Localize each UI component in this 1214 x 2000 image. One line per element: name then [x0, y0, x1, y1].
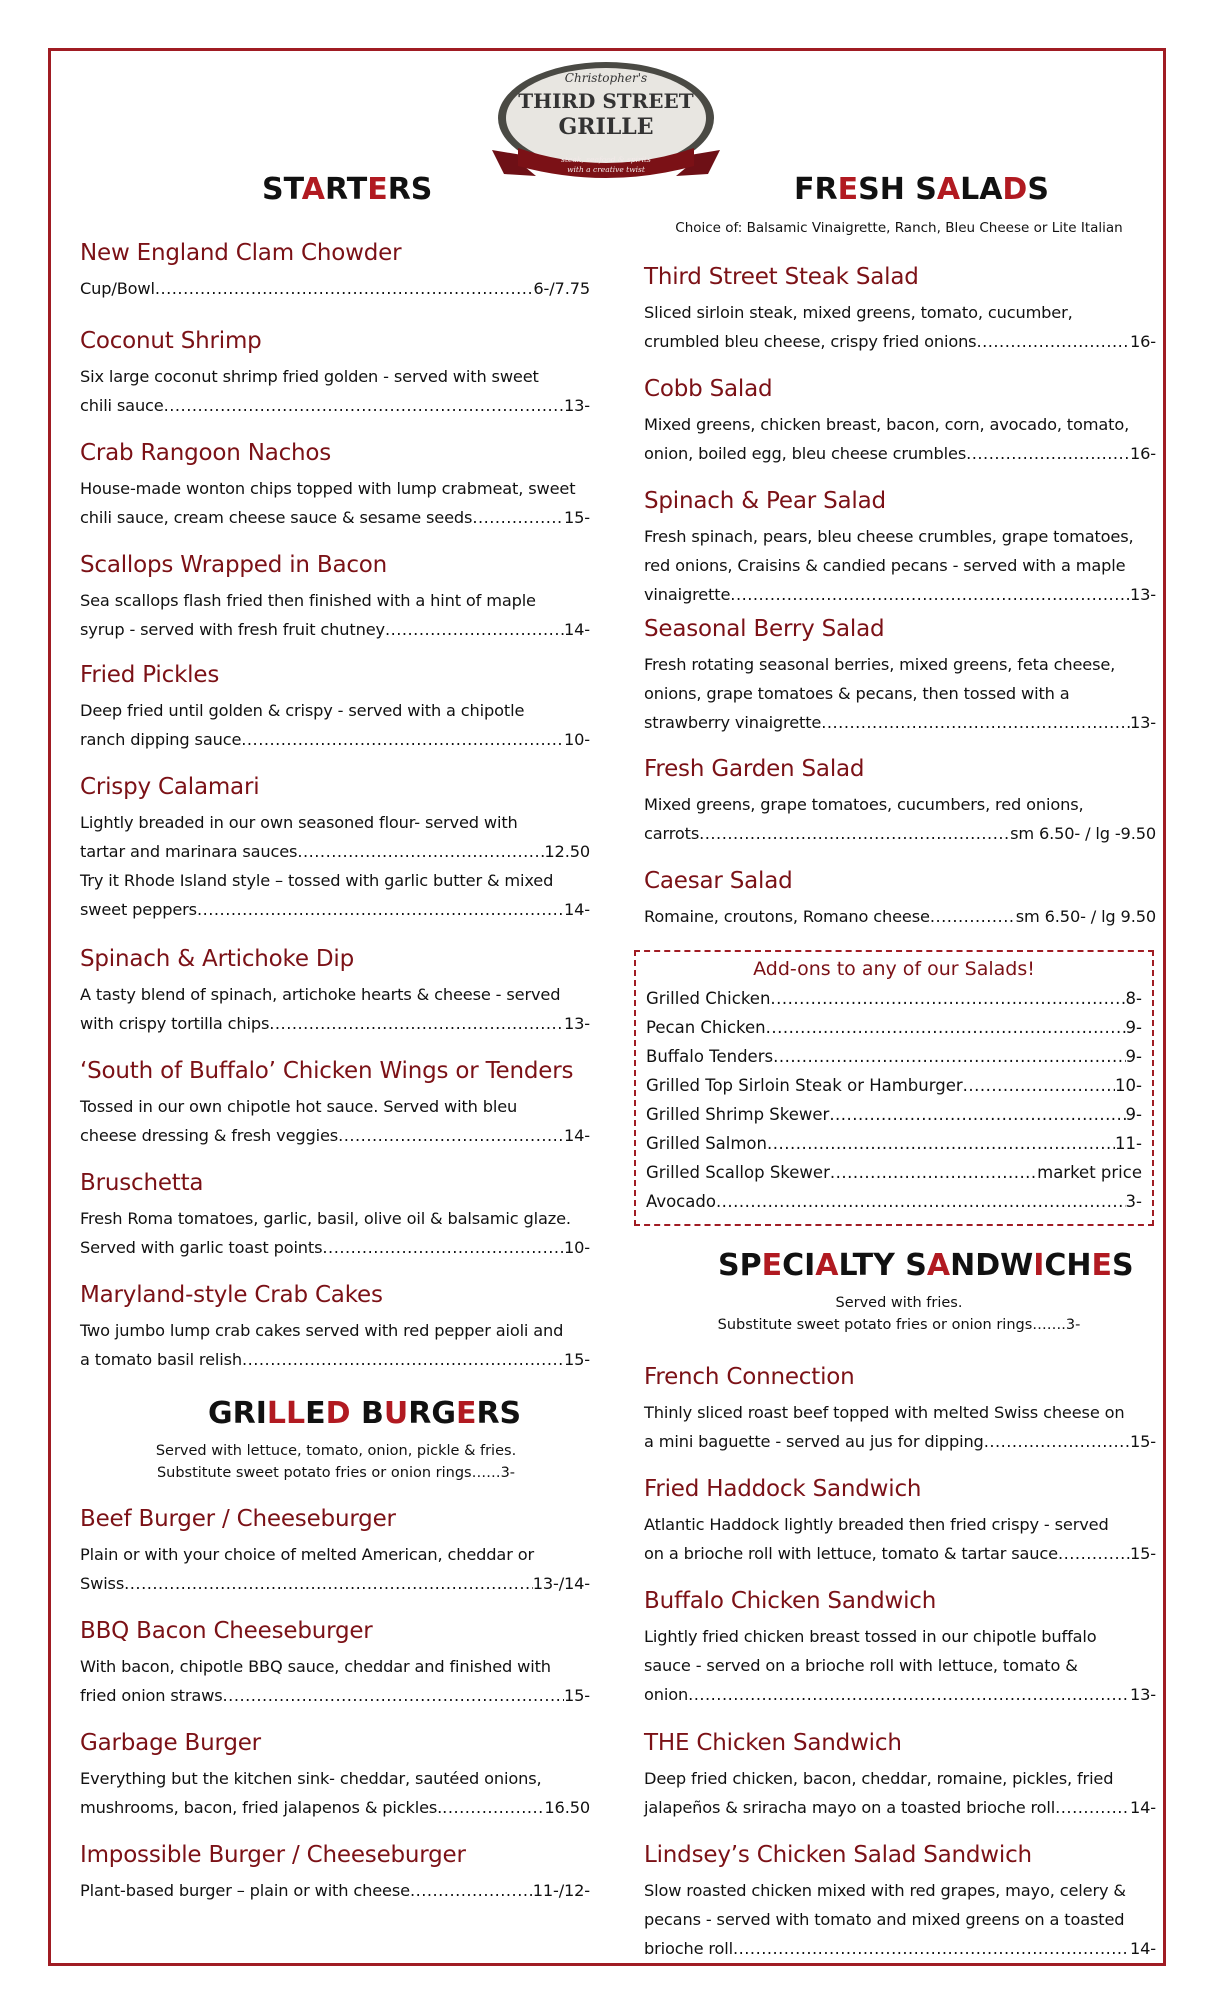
description-line — [80, 1569, 590, 1598]
description-line — [80, 837, 590, 866]
description-line — [644, 298, 1156, 327]
description-line — [644, 1680, 1156, 1709]
description-line — [644, 439, 1156, 468]
price: 14- — [564, 1126, 590, 1145]
dot-leader — [963, 1071, 1115, 1100]
price: 13-/14- — [532, 1574, 590, 1593]
description-line — [80, 808, 590, 837]
dot-leader — [124, 1569, 533, 1598]
line-text: Slow roasted chicken mixed with red grapes, mayo, celery & — [644, 1881, 1126, 1900]
line-text: a mini baguette - served au jus for dipping — [644, 1432, 984, 1451]
description-line — [80, 1540, 590, 1569]
description-line — [644, 708, 1156, 737]
description-line — [80, 274, 590, 303]
line-text: strawberry vinaigrette — [644, 713, 822, 732]
addon-price: 9- — [1125, 1047, 1142, 1066]
sandwiches-item-description — [644, 1876, 1156, 1963]
salads-item-description — [644, 410, 1156, 468]
price: 14- — [1130, 1939, 1156, 1958]
description-line — [80, 391, 590, 420]
price: 16- — [1130, 332, 1156, 351]
dot-leader — [773, 1042, 1125, 1071]
description-line — [80, 866, 590, 895]
starters-item-name: Maryland-style Crab Cakes — [80, 1282, 383, 1308]
line-text: jalapeños & sriracha mayo on a toasted brioche roll — [644, 1798, 1056, 1817]
description-line — [644, 1539, 1156, 1568]
description-line — [644, 1764, 1156, 1793]
starters-item-name: Fried Pickles — [80, 662, 220, 688]
description-line — [644, 1793, 1156, 1822]
dot-leader — [164, 391, 564, 420]
sandwiches-item-description — [644, 1622, 1156, 1709]
line-text: Swiss — [80, 1574, 125, 1593]
dot-leader — [829, 1100, 1125, 1129]
description-line — [80, 362, 590, 391]
description-line — [644, 410, 1156, 439]
addon-name: Grilled Top Sirloin Steak or Hamburger — [646, 1076, 963, 1095]
dot-leader — [730, 580, 1130, 609]
description-line — [644, 679, 1156, 708]
price: sm 6.50- / lg 9.50 — [1015, 907, 1156, 926]
addon-item — [646, 984, 1142, 1013]
price: 14- — [564, 620, 590, 639]
addon-item — [646, 1100, 1142, 1129]
salads-item-name: Seasonal Berry Salad — [644, 616, 885, 642]
salads-item-name: Third Street Steak Salad — [644, 264, 919, 290]
logo-line2: GRILLE — [558, 114, 654, 140]
description-line — [80, 980, 590, 1009]
starters-item-description — [80, 1092, 590, 1150]
line-text: onion — [644, 1685, 689, 1704]
line-text: a tomato basil relish — [80, 1350, 242, 1369]
price: 6-/7.75 — [533, 279, 590, 298]
line-text: fried onion straws — [80, 1686, 223, 1705]
logo-tagline2: with a creative twist — [567, 165, 645, 174]
sandwiches-subtitle — [644, 1292, 1154, 1337]
dot-leader — [966, 439, 1130, 468]
line-text: Deep fried chicken, bacon, cheddar, romaine, pickles, fried — [644, 1769, 1114, 1788]
description-line — [644, 1510, 1156, 1539]
price: 12.50 — [544, 842, 590, 861]
dot-leader — [976, 327, 1130, 356]
description-line — [644, 1651, 1156, 1680]
sandwiches-item-name: French Connection — [644, 1364, 855, 1390]
burgers-title: GRILLED BURGERS — [208, 1396, 522, 1431]
logo-line1: THIRD STREET — [518, 89, 694, 113]
addon-price: 9- — [1125, 1018, 1142, 1037]
description-line — [80, 586, 590, 615]
logo-tagline1: steak, seafood & spirits — [561, 155, 651, 164]
line-text: chili sauce — [80, 396, 164, 415]
line-text: Everything but the kitchen sink- cheddar, sautéed onions, — [80, 1769, 542, 1788]
price: 15- — [1130, 1544, 1156, 1563]
sandwiches-item-name: Lindsey’s Chicken Salad Sandwich — [644, 1842, 1032, 1868]
line-text: Fresh Roma tomatoes, garlic, basil, olive oil & balsamic glaze. — [80, 1209, 571, 1228]
starters-title: STARTERS — [262, 172, 433, 207]
description-line — [80, 1121, 590, 1150]
line-text: brioche roll — [644, 1939, 733, 1958]
salads-item-description — [644, 790, 1156, 848]
description-line — [644, 1398, 1156, 1427]
dot-leader — [770, 984, 1125, 1013]
description-line — [644, 902, 1156, 931]
description-line — [644, 650, 1156, 679]
addon-name: Pecan Chicken — [646, 1018, 766, 1037]
addon-price: 3- — [1125, 1192, 1142, 1211]
dot-leader — [322, 1233, 564, 1262]
starters-item-description — [80, 980, 590, 1038]
price: 10- — [564, 730, 590, 749]
line-text: Sliced sirloin steak, mixed greens, tomato, cucumber, — [644, 303, 1073, 322]
price: 14- — [564, 900, 590, 919]
description-line — [80, 1652, 590, 1681]
line-text: syrup - served with fresh fruit chutney — [80, 620, 385, 639]
addon-name: Grilled Scallop Skewer — [646, 1163, 830, 1182]
burgers-item-name: Beef Burger / Cheeseburger — [80, 1506, 396, 1532]
dot-leader — [197, 895, 564, 924]
price: 13- — [1130, 1685, 1156, 1704]
description-line — [80, 1345, 590, 1374]
line-text: House-made wonton chips topped with lump crabmeat, sweet — [80, 479, 576, 498]
addons-box — [634, 950, 1154, 1226]
logo-small-text: Christopher's — [564, 71, 648, 85]
dot-leader — [699, 819, 1010, 848]
dot-leader — [155, 274, 534, 303]
line-text: onions, grape tomatoes & pecans, then tossed with a — [644, 684, 1070, 703]
dot-leader — [830, 1158, 1037, 1187]
dot-leader — [733, 1934, 1130, 1963]
line-text: Plain or with your choice of melted American, cheddar or — [80, 1545, 534, 1564]
line-text: vinaigrette — [644, 585, 731, 604]
dot-leader — [242, 1345, 564, 1374]
salads-item-description — [644, 902, 1156, 931]
burgers-item-name: Impossible Burger / Cheeseburger — [80, 1842, 466, 1868]
sandwiches-item-description — [644, 1764, 1156, 1822]
starters-item-description — [80, 808, 590, 924]
dot-leader — [767, 1129, 1115, 1158]
dot-leader — [1055, 1793, 1130, 1822]
line-text: with crispy tortilla chips — [80, 1014, 270, 1033]
salads-item-name: Fresh Garden Salad — [644, 756, 865, 782]
description-line — [80, 474, 590, 503]
description-line — [644, 551, 1156, 580]
dot-leader — [716, 1187, 1126, 1216]
line-text: Romaine, croutons, Romano cheese — [644, 907, 930, 926]
dot-leader — [385, 615, 564, 644]
line-text: Tossed in our own chipotle hot sauce. Served with bleu — [80, 1097, 518, 1116]
description-line — [80, 696, 590, 725]
price: 15- — [564, 508, 590, 527]
line-text: Thinly sliced roast beef topped with melted Swiss cheese on — [644, 1403, 1125, 1422]
line-text: pecans - served with tomato and mixed greens on a toasted — [644, 1910, 1125, 1929]
price: 16- — [1130, 444, 1156, 463]
price: 13- — [564, 1014, 590, 1033]
price: 13- — [1130, 713, 1156, 732]
line-text: With bacon, chipotle BBQ sauce, cheddar and finished with — [80, 1657, 551, 1676]
description-line — [80, 725, 590, 754]
addon-name: Buffalo Tenders — [646, 1047, 774, 1066]
burgers-item-description — [80, 1652, 590, 1710]
addon-price: 8- — [1125, 989, 1142, 1008]
price: 11-/12- — [532, 1881, 590, 1900]
burgers-subtitle — [80, 1440, 592, 1485]
line-text: Sea scallops flash fried then finished with a hint of maple — [80, 591, 536, 610]
description-line — [80, 503, 590, 532]
line-text: Lightly breaded in our own seasoned flour- served with — [80, 813, 518, 832]
line-text: Try it Rhode Island style – tossed with garlic butter & mixed — [80, 871, 554, 890]
sandwiches-item-description — [644, 1510, 1156, 1568]
description-line — [644, 1934, 1156, 1963]
description-line — [80, 1764, 590, 1793]
addon-price: market price — [1037, 1163, 1142, 1182]
sandwiches-item-description — [644, 1398, 1156, 1456]
description-line — [80, 1793, 590, 1822]
line-text: Mixed greens, grape tomatoes, cucumbers, red onions, — [644, 795, 1084, 814]
addon-item — [646, 1013, 1142, 1042]
description-line — [80, 615, 590, 644]
line-text: sauce - served on a brioche roll with lettuce, tomato & — [644, 1656, 1078, 1675]
description-line — [644, 522, 1156, 551]
salads-title: FRESH SALADS — [794, 172, 1049, 207]
description-line — [644, 819, 1156, 848]
addon-name: Grilled Shrimp Skewer — [646, 1105, 830, 1124]
starters-item-name: Spinach & Artichoke Dip — [80, 946, 354, 972]
description-line — [80, 1233, 590, 1262]
line-text: sweet peppers — [80, 900, 197, 919]
starters-item-name: ‘South of Buffalo’ Chicken Wings or Tenders — [80, 1058, 574, 1084]
line-text: Cup/Bowl — [80, 279, 155, 298]
starters-item-name: Crab Rangoon Nachos — [80, 440, 332, 466]
description-line — [644, 1876, 1156, 1905]
dot-leader — [1058, 1539, 1130, 1568]
description-line — [644, 790, 1156, 819]
addons-title: Add-ons to any of our Salads! — [753, 958, 1035, 980]
burgers-item-name: Garbage Burger — [80, 1730, 261, 1756]
line-text: Deep fried until golden & crispy - served with a chipotle — [80, 701, 525, 720]
description-line — [644, 1427, 1156, 1456]
dot-leader — [766, 1013, 1126, 1042]
burgers-sub1: Served with lettuce, tomato, onion, pickle & fries. — [155, 1443, 517, 1459]
addon-item — [646, 1129, 1142, 1158]
addon-price: 10- — [1115, 1076, 1142, 1095]
burgers-item-description — [80, 1876, 590, 1905]
starters-item-description — [80, 1204, 590, 1262]
sandwiches-item-name: THE Chicken Sandwich — [644, 1730, 902, 1756]
addon-name: Avocado — [646, 1192, 716, 1211]
line-text: carrots — [644, 824, 700, 843]
price: 13- — [564, 396, 590, 415]
starters-item-description — [80, 474, 590, 532]
description-line — [80, 1681, 590, 1710]
addon-item — [646, 1071, 1142, 1100]
price: 15- — [564, 1350, 590, 1369]
description-line — [644, 1905, 1156, 1934]
price: 10- — [564, 1238, 590, 1257]
line-text: tartar and marinara sauces — [80, 842, 298, 861]
price: 14- — [1130, 1798, 1156, 1817]
addon-name: Grilled Salmon — [646, 1134, 767, 1153]
salads-item-name: Spinach & Pear Salad — [644, 488, 886, 514]
line-text: Mixed greens, chicken breast, bacon, corn, avocado, tomato, — [644, 415, 1130, 434]
description-line — [80, 1876, 590, 1905]
line-text: cheese dressing & fresh veggies — [80, 1126, 339, 1145]
dot-leader — [223, 1681, 564, 1710]
addon-item — [646, 1042, 1142, 1071]
sandwiches-item-name: Fried Haddock Sandwich — [644, 1476, 922, 1502]
starters-item-description — [80, 1316, 590, 1374]
dot-leader — [338, 1121, 564, 1150]
line-text: onion, boiled egg, bleu cheese crumbles — [644, 444, 967, 463]
sandwiches-sub2: Substitute sweet potato fries or onion rings…….3- — [717, 1317, 1081, 1334]
starters-item-description — [80, 362, 590, 420]
dot-leader — [821, 708, 1130, 737]
starters-item-description — [80, 696, 590, 754]
salads-item-description — [644, 650, 1156, 737]
addon-item — [646, 1158, 1142, 1187]
sandwiches-sub1: Served with fries. — [835, 1295, 963, 1311]
dot-leader — [297, 837, 544, 866]
restaurant-logo — [488, 58, 724, 188]
starters-item-name: Crispy Calamari — [80, 774, 260, 800]
salads-item-name: Cobb Salad — [644, 376, 773, 402]
dot-leader — [442, 1793, 544, 1822]
line-text: mushrooms, bacon, fried jalapenos & pickles. — [80, 1798, 443, 1817]
line-text: Six large coconut shrimp fried golden - served with sweet — [80, 367, 539, 386]
addon-price: 11- — [1115, 1134, 1142, 1153]
line-text: Two jumbo lump crab cakes served with red pepper aioli and — [80, 1321, 564, 1340]
line-text: Fresh rotating seasonal berries, mixed greens, feta cheese, — [644, 655, 1116, 674]
burgers-item-description — [80, 1540, 590, 1598]
dot-leader — [241, 725, 564, 754]
burgers-item-name: BBQ Bacon Cheeseburger — [80, 1618, 373, 1644]
line-text: Lightly fried chicken breast tossed in our chipotle buffalo — [644, 1627, 1097, 1646]
line-text: chili sauce, cream cheese sauce & sesame seeds — [80, 508, 473, 527]
dot-leader — [410, 1876, 533, 1905]
price: 16.50 — [544, 1798, 590, 1817]
description-line — [644, 327, 1156, 356]
sandwiches-item-name: Buffalo Chicken Sandwich — [644, 1588, 937, 1614]
description-line — [80, 1092, 590, 1121]
line-text: Fresh spinach, pears, bleu cheese crumbles, grape tomatoes, — [644, 527, 1134, 546]
addon-name: Grilled Chicken — [646, 989, 771, 1008]
salads-item-description — [644, 522, 1156, 609]
line-text: crumbled bleu cheese, crispy fried onions — [644, 332, 977, 351]
salads-item-description — [644, 298, 1156, 356]
line-text: A tasty blend of spinach, artichoke hearts & cheese - served — [80, 985, 561, 1004]
burgers-sub2: Substitute sweet potato fries or onion rings……3- — [156, 1465, 516, 1482]
sandwiches-title: SPECIALTY SANDWICHES — [718, 1248, 1134, 1283]
description-line — [80, 895, 590, 924]
addon-item — [646, 1187, 1142, 1216]
dot-leader — [984, 1427, 1130, 1456]
price: 15- — [1130, 1432, 1156, 1451]
line-text: red onions, Craisins & candied pecans - served with a maple — [644, 556, 1126, 575]
description-line — [644, 580, 1156, 609]
line-text: Served with garlic toast points — [80, 1238, 323, 1257]
starters-item-name: Bruschetta — [80, 1170, 204, 1196]
starters-item-description — [80, 274, 590, 303]
line-text: on a brioche roll with lettuce, tomato & tartar sauce — [644, 1544, 1058, 1563]
dot-leader — [930, 902, 1016, 931]
starters-item-description — [80, 586, 590, 644]
description-line — [80, 1204, 590, 1233]
starters-item-name: Coconut Shrimp — [80, 328, 262, 354]
line-text: Plant-based burger – plain or with cheese — [80, 1881, 410, 1900]
price: 15- — [564, 1686, 590, 1705]
dot-leader — [688, 1680, 1130, 1709]
addon-price: 9- — [1125, 1105, 1142, 1124]
dot-leader — [472, 503, 564, 532]
line-text: Atlantic Haddock lightly breaded then fried crispy - served — [644, 1515, 1109, 1534]
description-line — [80, 1009, 590, 1038]
line-text: ranch dipping sauce — [80, 730, 242, 749]
salads-item-name: Caesar Salad — [644, 868, 793, 894]
starters-item-name: New England Clam Chowder — [80, 240, 402, 266]
price: 13- — [1130, 585, 1156, 604]
price: sm 6.50- / lg -9.50 — [1010, 824, 1156, 843]
description-line — [644, 1622, 1156, 1651]
burgers-item-description — [80, 1764, 590, 1822]
starters-item-name: Scallops Wrapped in Bacon — [80, 552, 388, 578]
dot-leader — [269, 1009, 564, 1038]
salads-subtitle: Choice of: Balsamic Vinaigrette, Ranch, Bleu Cheese or Lite Italian — [675, 220, 1123, 236]
description-line — [80, 1316, 590, 1345]
